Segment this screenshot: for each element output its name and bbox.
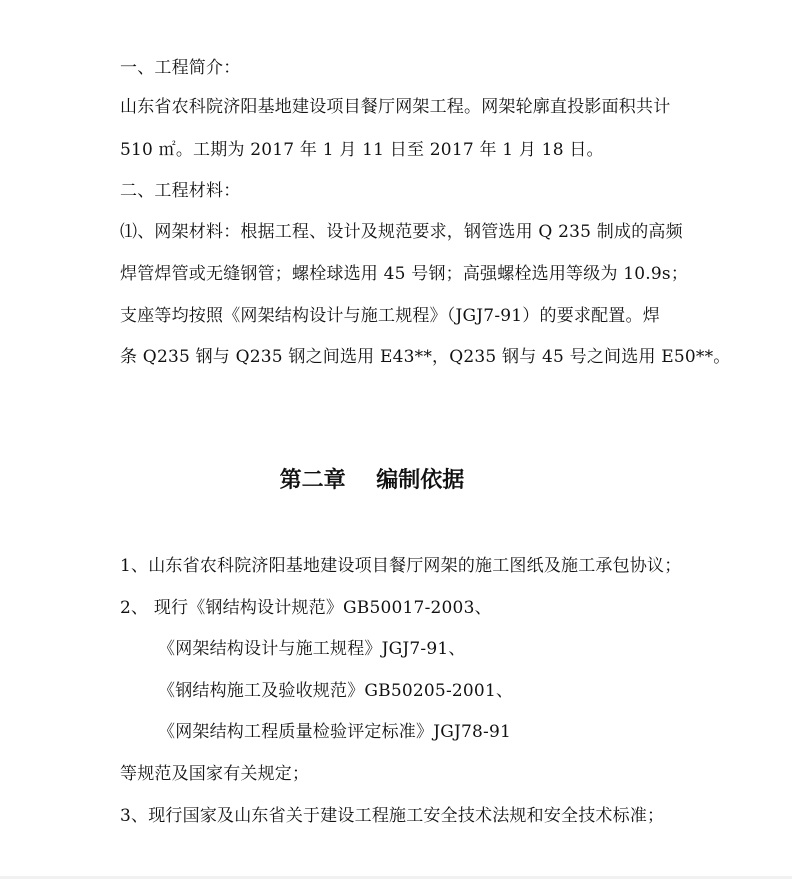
section2-paragraph-line-2: 焊管焊管或无缝钢管；螺栓球选用 45 号钢；高强螺栓选用等级为 10.9s； — [120, 264, 689, 284]
section2-paragraph-line-1: ⑴、网架材料：根据工程、设计及规范要求，钢管选用 Q 235 制成的高频 — [120, 222, 683, 242]
section1-paragraph-line-1: 山东省农科院济阳基地建设项目餐厅网架工程。网架轮廓直投影面积共计 — [120, 97, 671, 117]
basis-item-2-intro: 2、 现行《钢结构设计规范》GB50017-2003、 — [120, 598, 492, 618]
basis-item-2-standard-4: 《网架结构工程质量检验评定标准》JGJ78-91 — [158, 722, 512, 742]
basis-item-2-tail: 等规范及国家有关规定； — [120, 764, 310, 784]
basis-item-1: 1、山东省农科院济阳基地建设项目餐厅网架的施工图纸及施工承包协议； — [120, 556, 682, 576]
section2-paragraph-line-4: 条 Q235 钢与 Q235 钢之间选用 E43**，Q235 钢与 45 号之间选用 E50**。 — [120, 347, 731, 367]
section2-paragraph-line-3: 支座等均按照《网架结构设计与施工规程》（JGJ7-91）的要求配置。焊 — [120, 306, 660, 326]
section1-heading: 一、工程简介： — [120, 58, 241, 78]
basis-item-2-standard-3: 《钢结构施工及验收规范》GB50205-2001、 — [158, 681, 514, 701]
section1-paragraph-line-2: 510 ㎡。工期为 2017 年 1 月 11 日至 2017 年 1 月 18 日。 — [120, 140, 604, 160]
basis-item-2-standard-2: 《网架结构设计与施工规程》JGJ7-91、 — [158, 639, 466, 659]
basis-item-3: 3、现行国家及山东省关于建设工程施工安全技术法规和安全技术标准； — [120, 806, 665, 826]
section2-heading: 二、工程材料： — [120, 181, 241, 201]
chapter-title: 第二章 编制依据 — [279, 468, 465, 493]
